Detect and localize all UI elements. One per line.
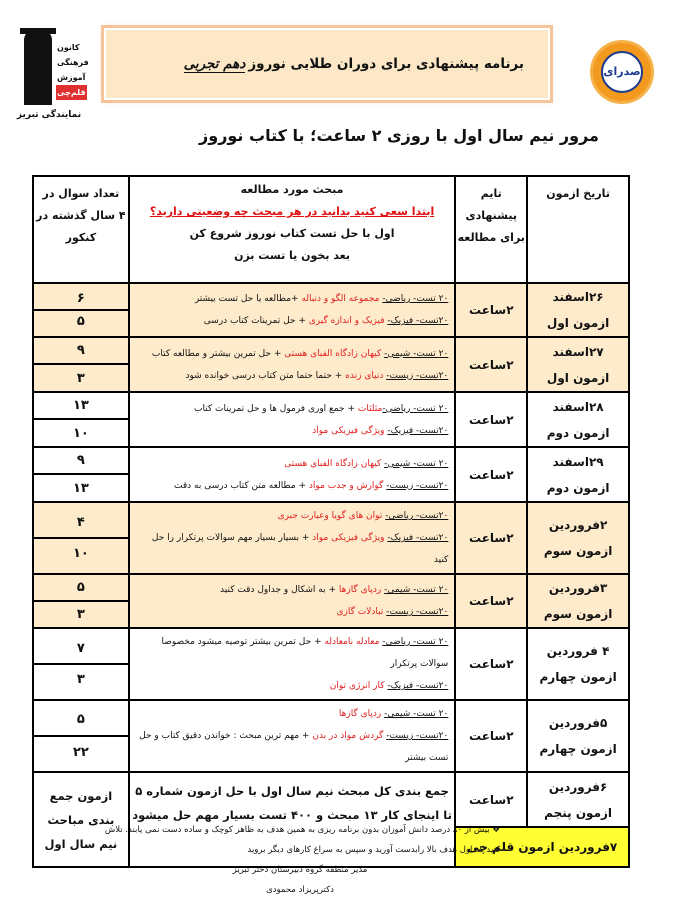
header-date: تاریخ ازمون (527, 176, 629, 283)
subject-label: ۲۰تست- ریاضی- (385, 511, 449, 521)
note-text: بیش از ۸۰ درصد دانش آموزان بدون برنامه ریزی به همین هدف به ظاهر کوچک و ساده دست نمی یابند. تلاش کنید که اول هدف بالا رابدست آورید و سپس به سراغ کارهای دیگر بروید (104, 825, 500, 855)
question-count-cell (33, 392, 129, 447)
question-count: ۹ (34, 338, 128, 365)
exam-date: ۲۹اسفند (552, 454, 604, 469)
topic-line (136, 365, 449, 387)
question-count: ۲۲ (72, 744, 89, 760)
exam-date-cell (527, 628, 629, 700)
subject-label: ۲۰تست- فیزیک- (387, 316, 449, 326)
exam-date-cell (527, 700, 629, 772)
subject-label: ۲۰ تست- شیمی- (384, 348, 449, 359)
topic-instruction: + جمع اوری فرمول ها و حل تمرینات کتاب (193, 403, 358, 414)
exam-date: ۳فروردین (548, 581, 608, 595)
table-row (33, 283, 629, 337)
header-count (33, 176, 129, 283)
topic-line (136, 288, 449, 310)
question-count: ۱۰ (72, 545, 89, 561)
subject-label: ۲۰تست- زیست- (386, 731, 449, 741)
topic-instruction: + حل تمرین بیشتر و مطالعه کتاب (151, 348, 285, 359)
header-count-line: تعداد سوال در (42, 187, 120, 200)
subject-label: ۲۰تست- فیزیک- (387, 533, 449, 543)
question-count-cell (33, 283, 129, 337)
qalamchi-exam-highlight: ۷فروردین ازمون قلم چی (455, 827, 629, 867)
question-count: ۶ (34, 289, 128, 311)
topic-cell (129, 574, 456, 628)
study-time: ۲ساعت (455, 447, 527, 502)
graduate-figure-icon (24, 30, 52, 105)
exam-date-cell (527, 574, 629, 628)
exam-date-cell (527, 502, 629, 574)
table-row (33, 700, 629, 772)
question-count: ۱۳ (34, 393, 128, 420)
study-time: ۲ساعت (455, 502, 527, 574)
question-count: ۹ (34, 448, 128, 475)
topic-cell (129, 502, 456, 574)
header-time-line: پیشنهادی (465, 209, 517, 222)
table-row (33, 772, 629, 827)
topic-line (136, 475, 449, 497)
exam-date: ۲۶اسفند (552, 290, 604, 304)
exam-date-cell (527, 337, 629, 392)
table-row (33, 574, 629, 628)
header-time-line: برای مطالعه (457, 231, 525, 244)
topic-cell (129, 337, 456, 392)
topic-name: گوارش و جذب مواد (308, 480, 387, 491)
exam-date-cell (527, 392, 629, 447)
exam-date-cell (527, 283, 629, 337)
footer-notes (100, 820, 500, 900)
topic-instruction: + مطالعه متن کتاب درسی به دقت (174, 480, 309, 491)
seal-text: صدرای (601, 51, 643, 93)
topic-name: کار انرژی توان (329, 681, 388, 691)
sadra-seal-logo (590, 40, 654, 104)
logo-word: کانون (57, 43, 80, 52)
table-row (33, 337, 629, 392)
signer-title: مدیر منطقه گروه دبیرستان دختر تبریز (232, 865, 368, 875)
question-count-cell (33, 628, 129, 700)
question-count-cell (33, 502, 129, 574)
exam-date: ۵فروردین (548, 716, 608, 730)
question-count: ۴ (34, 509, 128, 539)
topic-line (136, 453, 449, 475)
branch-label: نمایندگی تبریز (16, 110, 82, 120)
topic-line (136, 675, 449, 697)
exam-date-cell (527, 772, 629, 827)
exam-date: ۲فروردین (548, 518, 608, 532)
question-count: ۵ (76, 313, 85, 329)
topic-name: کیهان زادگاه الفبای هستی (284, 348, 385, 359)
question-count: ۱۳ (72, 480, 89, 496)
topic-name: گردش مواد در بدن (312, 731, 387, 741)
exam-name: ازمون چهارم (539, 742, 617, 756)
exam-name: ازمون سوم (543, 607, 613, 621)
topic-cell (129, 392, 456, 447)
topic-line (136, 703, 449, 725)
topic-line (136, 420, 449, 442)
topic-line (136, 631, 449, 675)
subject-label: ۲۰ تست- شیمی- (384, 458, 449, 469)
kanoon-logo (18, 18, 98, 108)
topic-instruction: + مهم ترین مبحث : خواندن دقیق کتاب و حل تست بیشتر (139, 731, 449, 763)
subject-label: ۲۰ تست- شیمی- (384, 709, 449, 719)
topic-line (136, 579, 449, 601)
topic-line (136, 310, 449, 332)
exam-name: ازمون اول (546, 370, 610, 385)
study-time: ۲ساعت (455, 392, 527, 447)
subject-label: ۲۰تست- زیست- (386, 607, 449, 617)
exam-name: ازمون چهارم (539, 670, 617, 684)
header-topic-line: بعد بخون یا تست بزن (234, 249, 351, 262)
question-count: ۳ (76, 370, 85, 386)
topic-cell (129, 283, 456, 337)
topic-name: ردپای گازها (338, 585, 385, 595)
signer-name: دکترپریزاد محمودی (266, 885, 334, 895)
subject-label: ۲۰تست- زیست- (386, 480, 449, 491)
study-time: ۲ساعت (455, 700, 527, 772)
header-count-line: ۴ سال گذشته در (36, 209, 126, 222)
study-time: ۲ساعت (455, 283, 527, 337)
study-time: ۲ساعت (455, 574, 527, 628)
topic-name: توان های گویا وعبارت جبری (277, 511, 386, 521)
topic-name: معادله نامعادله (324, 637, 383, 647)
topic-instruction: + حل تمرین بیشتر توصیه میشود مخصوصا سوالات پرتکرار (161, 637, 449, 669)
topic-line (136, 398, 449, 420)
subject-label: ۲۰ تست- ریاضی- (382, 403, 449, 414)
subject-label: ۲۰تست- زیست- (386, 370, 449, 381)
header-topic-warning: ابتدا سعی کنید بدانید در هر مبحث چه وضعیتی دارید؟ (149, 205, 435, 218)
header-count-line: کنکور (65, 231, 97, 244)
question-count: ۵ (34, 705, 128, 737)
question-count-cell (33, 447, 129, 502)
table-row (33, 502, 629, 574)
table-header-row (33, 176, 629, 283)
exam-date: ۶فروردین (548, 779, 608, 794)
study-time: ۲ساعت (455, 628, 527, 700)
exam-name: ازمون سوم (543, 544, 613, 558)
logo-word: قلم‌چی (56, 85, 87, 100)
topic-name: فیزیک و اندازه گیری (308, 316, 388, 326)
exam-date-cell (527, 447, 629, 502)
question-count-cell (33, 574, 129, 628)
topic-line (136, 527, 449, 571)
subject-label: ۲۰تست- فیزیک- (387, 681, 449, 691)
subject-label: ۲۰ تست- شیمی- (384, 585, 449, 595)
header-topic-title: مبحث مورد مطالعه (240, 183, 344, 196)
logo-word: فرهنگی (57, 58, 89, 67)
topic-line (136, 505, 449, 527)
header-topic-line: اول با حل تست کتاب نوروز شروع کن (189, 227, 395, 240)
question-count-cell (33, 337, 129, 392)
question-count: ۱۰ (72, 425, 89, 441)
table-row (33, 392, 629, 447)
topic-name: دنیای زنده (345, 370, 387, 381)
topic-line (136, 725, 449, 769)
topic-instruction: + بسیار بسیار مهم سوالات پرتکرار را حل کنید (151, 533, 449, 565)
subject-label: ۲۰ تست- ریاضی- (382, 637, 449, 647)
banner-emphasis: دهم تجربی (183, 55, 246, 72)
summary-count: ازمون جمع بندی مباحث نیم سال اول (33, 772, 129, 867)
header-time-line: تایم (480, 187, 502, 200)
table-row (33, 447, 629, 502)
page-heading: مرور نیم سال اول با روزی ۲ ساعت؛ با کتاب نوروز (199, 126, 599, 145)
topic-name: تبادلات گازی (336, 607, 387, 617)
topic-name: ویژگی فیزیکی مواد (312, 533, 388, 543)
table-row (33, 628, 629, 700)
question-count: ۳ (76, 607, 85, 622)
study-schedule-table (32, 175, 630, 868)
topic-cell (129, 447, 456, 502)
exam-name: ازمون دوم (546, 425, 610, 440)
exam-name: ازمون اول (546, 316, 610, 330)
subject-label: ۲۰ تست- ریاضی- (382, 294, 449, 304)
bullet-icon: ❖ (492, 825, 500, 835)
question-count: ۳ (76, 672, 85, 687)
exam-date: ۴ فروردین (546, 644, 610, 658)
topic-line (136, 343, 449, 365)
question-count: ۵ (34, 575, 128, 602)
question-count: ۷ (34, 634, 128, 665)
banner-title: برنامه پیشنهادی برای دوران طلایی نوروز (248, 56, 524, 72)
study-time: ۲ساعت (455, 337, 527, 392)
title-banner (104, 28, 550, 100)
question-count-cell (33, 700, 129, 772)
exam-name: ازمون پنجم (544, 805, 613, 820)
topic-instruction: +مطالعه یا حل تست بیشتر (194, 294, 302, 304)
topic-instruction: + به اشکال و جداول دقت کنید (220, 585, 339, 595)
subject-label: ۲۰تست- فیزیک- (387, 425, 449, 436)
topic-cell (129, 628, 456, 700)
topic-name: مجموعه الگو و دنباله (301, 294, 383, 304)
topic-name: ویژگی فیزیکی مواد (312, 425, 388, 436)
topic-name: ردپای گازها (338, 709, 385, 719)
header-time (455, 176, 527, 283)
topic-cell (129, 700, 456, 772)
header-topic (129, 176, 456, 283)
study-time: ۲ساعت (455, 772, 527, 827)
exam-date: ۲۷اسفند (552, 344, 604, 359)
topic-name: کیهان زادگاه الفبای هستی (284, 458, 385, 469)
exam-date: ۲۸اسفند (552, 399, 604, 414)
logo-word: آموزش (57, 73, 86, 82)
topic-line (136, 601, 449, 623)
summary-line: جمع بندی کل مبحث نیم سال اول با حل ازمون شماره ۵ (135, 784, 449, 798)
topic-instruction: + حل تمرینات کتاب درسی (203, 316, 309, 326)
exam-name: ازمون دوم (546, 480, 610, 495)
topic-instruction: + حتما حتما متن کتاب درسی خوانده شود (185, 370, 346, 381)
topic-name: مثلثات (357, 403, 383, 414)
summary-line: تا اینجای کار ۱۳ مبحث و ۴۰۰ تست بسیار مهم حل میشود (132, 808, 452, 822)
